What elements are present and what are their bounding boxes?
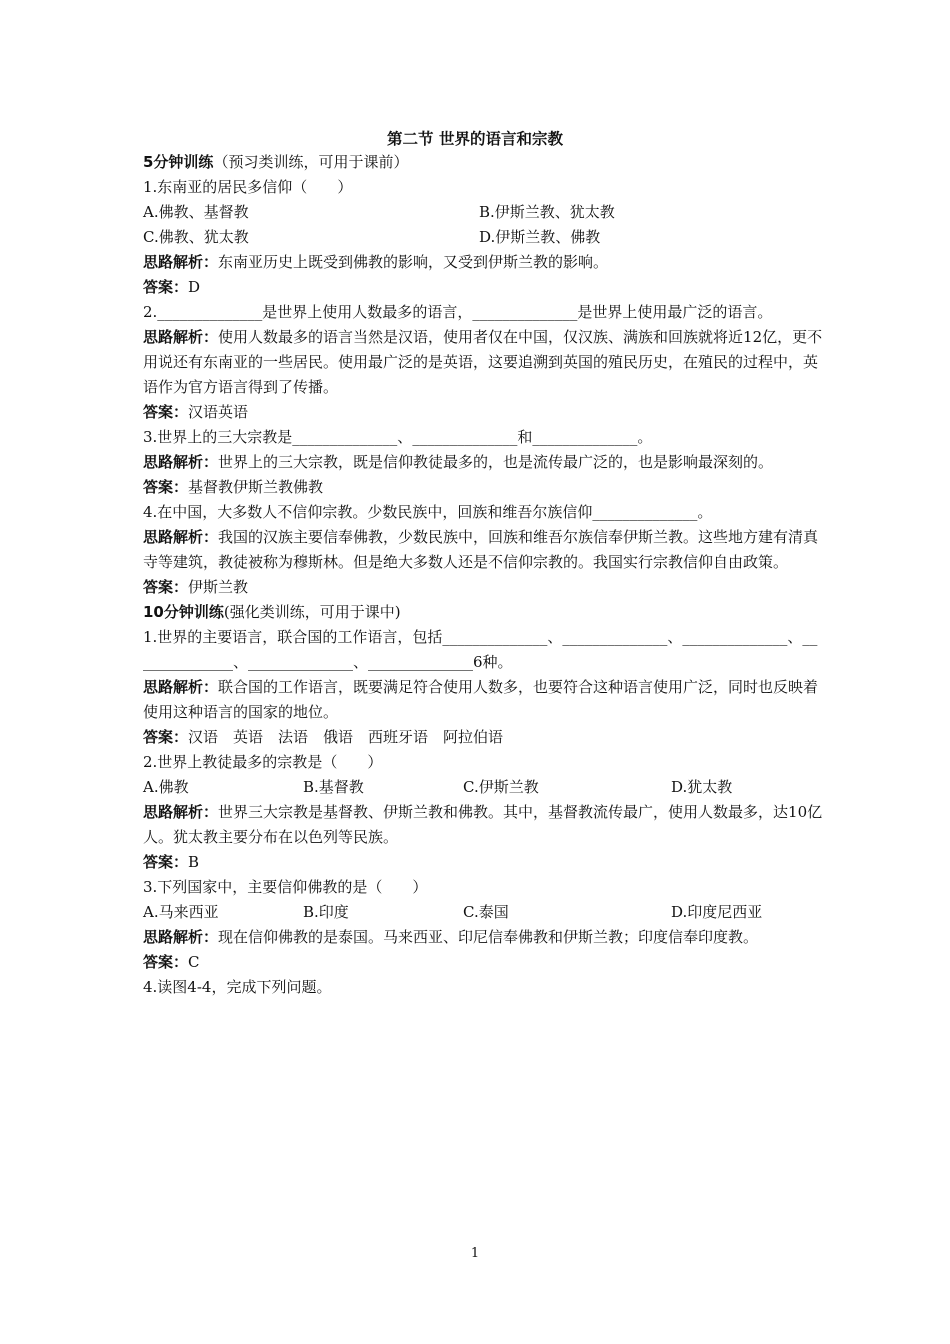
options-row: [143, 225, 823, 250]
analysis: [143, 450, 823, 475]
answer: [143, 400, 823, 425]
answer: [143, 475, 823, 500]
answer: [143, 275, 823, 300]
analysis-label: 思路解析：: [143, 803, 219, 821]
analysis-label: 思路解析：: [143, 678, 219, 696]
answer-label: 答案：: [143, 578, 189, 596]
page-title: 第二节 世界的语言和宗教: [387, 130, 563, 148]
analysis: [143, 325, 823, 400]
option-c: C.佛教、犹太教: [143, 228, 249, 246]
answer-text: 伊斯兰教: [188, 578, 249, 596]
answer-label: 答案：: [143, 728, 189, 746]
page-number: 1: [470, 1246, 480, 1261]
analysis-text: 联合国的工作语言，既要满足符合使用人数多，也要符合这种语言使用广泛，同时也反映着使用这种语言的国家的地位。: [143, 678, 819, 721]
analysis: [143, 525, 823, 575]
section-note: （预习类训练，可用于课前）: [213, 153, 409, 171]
answer: [143, 725, 823, 750]
analysis-text: 我国的汉族主要信奉佛教，少数民族中，回族和维吾尔族信奉伊斯兰教。这些地方建有清真寺等建筑，教徒被称为穆斯林。但是绝大多数人还是不信仰宗教的。我国实行宗教信仰自由政策。: [143, 528, 819, 571]
option-b: B.基督教: [303, 778, 364, 796]
question-stem: 1.世界的主要语言，联合国的工作语言，包括______________、______________、______________、______________、______________、______________6种。: [143, 628, 818, 671]
question-stem: 1.东南亚的居民多信仰（ ）: [143, 178, 353, 196]
analysis-text: 世界上的三大宗教，既是信仰教徒最多的，也是流传最广泛的，也是影响最深刻的。: [218, 453, 774, 471]
answer-text: B: [188, 853, 200, 871]
answer-text: C: [188, 953, 200, 971]
section-heading: [143, 600, 823, 625]
answer-label: 答案：: [143, 278, 189, 296]
option-a: A.佛教、基督教: [143, 203, 249, 221]
question-stem: 2.______________是世界上使用人数最多的语言，______________是世界上使用最广泛的语言。: [143, 303, 773, 321]
answer-text: 汉语英语: [188, 403, 249, 421]
answer-label: 答案：: [143, 953, 189, 971]
analysis-text: 使用人数最多的语言当然是汉语，使用者仅在中国，仅汉族、满族和回族就将近12亿，更不用说还有东南亚的一些居民。使用最广泛的是英语，这要追溯到英国的殖民历史，在殖民的过程中，英语作为官方语言得到了传播。: [143, 328, 823, 396]
options-row: [143, 900, 823, 925]
document-body: [143, 150, 823, 1000]
answer-label: 答案：: [143, 853, 189, 871]
question-stem: 4.读图4-4，完成下列问题。: [143, 978, 332, 996]
option-d: D.犹太教: [671, 778, 733, 796]
analysis: [143, 800, 823, 850]
answer: [143, 950, 823, 975]
answer-label: 答案：: [143, 403, 189, 421]
analysis-label: 思路解析：: [143, 453, 219, 471]
analysis-text: 世界三大宗教是基督教、伊斯兰教和佛教。其中，基督教流传最广，使用人数最多，达10亿人。犹太教主要分布在以色列等民族。: [143, 803, 823, 846]
answer: [143, 575, 823, 600]
answer-text: 汉语 英语 法语 俄语 西班牙语 阿拉伯语: [188, 728, 504, 746]
option-a: A.佛教: [143, 778, 189, 796]
question-stem: 3.下列国家中，主要信仰佛教的是（ ）: [143, 878, 428, 896]
analysis-text: 东南亚历史上既受到佛教的影响，又受到伊斯兰教的影响。: [218, 253, 609, 271]
question-stem: 2.世界上教徒最多的宗教是（ ）: [143, 753, 383, 771]
option-a: A.马来西亚: [143, 903, 219, 921]
answer-label: 答案：: [143, 478, 189, 496]
analysis: [143, 675, 823, 725]
section-head: 5分钟训练: [143, 153, 214, 171]
option-b: B.伊斯兰教、犹太教: [479, 203, 615, 221]
option-b: B.印度: [303, 903, 349, 921]
option-c: C.泰国: [463, 903, 509, 921]
analysis-label: 思路解析：: [143, 528, 219, 546]
answer-text: D: [188, 278, 201, 296]
question-stem: 3.世界上的三大宗教是______________、______________和______________。: [143, 428, 653, 446]
analysis-label: 思路解析：: [143, 328, 219, 346]
analysis: [143, 925, 823, 950]
analysis-label: 思路解析：: [143, 928, 219, 946]
option-d: D.伊斯兰教、佛教: [479, 228, 601, 246]
section-note: (强化类训练，可用于课中): [223, 603, 401, 621]
option-c: C.伊斯兰教: [463, 778, 539, 796]
question-stem: 4.在中国，大多数人不信仰宗教。少数民族中，回族和维吾尔族信仰______________。: [143, 503, 713, 521]
analysis: [143, 250, 823, 275]
analysis-label: 思路解析：: [143, 253, 219, 271]
analysis-text: 现在信仰佛教的是泰国。马来西亚、印尼信奉佛教和伊斯兰教；印度信奉印度教。: [218, 928, 759, 946]
options-row: [143, 200, 823, 225]
section-heading: [143, 150, 823, 175]
answer: [143, 850, 823, 875]
answer-text: 基督教伊斯兰教佛教: [188, 478, 324, 496]
options-row: [143, 775, 823, 800]
section-head: 10分钟训练: [143, 603, 224, 621]
option-d: D.印度尼西亚: [671, 903, 763, 921]
